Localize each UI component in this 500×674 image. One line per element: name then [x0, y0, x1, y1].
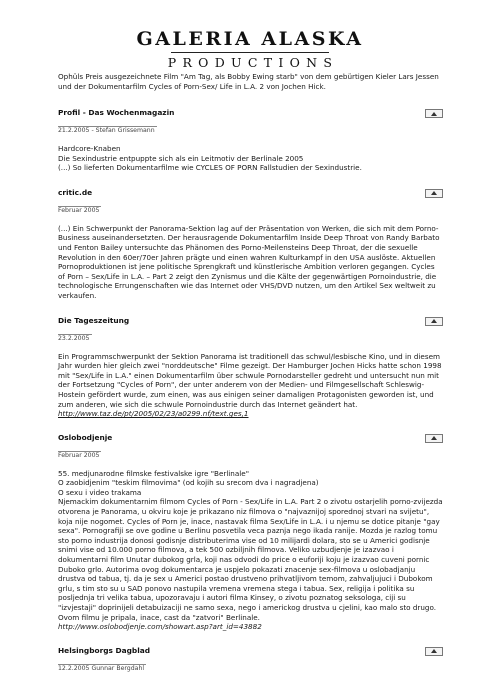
back-to-top-button[interactable]: [425, 647, 443, 656]
press-entry-helsingborgs: [58, 646, 443, 674]
entry-body: [58, 352, 443, 419]
back-to-top-button[interactable]: [425, 434, 443, 443]
entry-source-title: Profil - Das Wochenmagazin: [58, 108, 175, 117]
entry-source-title: Helsingborgs Dagblad: [58, 645, 151, 655]
entry-heading: [58, 188, 101, 216]
entry-line: Die Sexindustrie entpuppte sich als ein Leitmotiv der Berlinale 2005: [58, 153, 304, 163]
entry-header: [58, 646, 443, 674]
entry-body: (...) Ein Schwerpunkt der Panorama-Sektion lag auf der Präsentation von Werken, die sich mit dem Porno-Business auseinandersetzten. Der herausragende Dokumentarfilm Inside Deep Throat von Randy Barbato und Fenton Bailey untersuchte das Phänomen des Porno-Meilensteins Deep Throat, der die sexuelle Revolution in den 60er/70er Jahren prägte und einen wahren Kulturkampf in den USA auslöste. Aktuellen Pornoproduktionen ist jene politische Sprengkraft und künstlerische Ambition verloren gegangen. Cycles of Porn – Sex/Life in L.A. – Part 2 zeigt den Zynismus und die Kälte der gegenwärtigen Pornoindustrie, die technologische Errungenschaften wie das Internet oder VHS/DVD nutzen, um den Artikel Sex weltweit zu verkaufen.: [58, 223, 440, 300]
entry-date-author: 21.2.2005 - Stefan Grissemann: [58, 127, 155, 134]
back-to-top-button[interactable]: [425, 317, 443, 326]
galeria-alaska-logo: [0, 28, 500, 70]
entry-header: [58, 188, 443, 216]
entry-source-title: critic.de: [58, 187, 93, 197]
entry-line: (...) So lieferten Dokumentarfilme wie CYCLES OF PORN Fallstudien der Sexindustrie.: [58, 163, 362, 173]
press-entry-taz: [58, 316, 443, 419]
entry-line: 55. medjunarodne filmske festivalske igre "Berlinale": [58, 468, 249, 478]
entry-line: O zaobidjenim "teskim filmovima" (od kojih su srecom dva i nagradjena): [58, 478, 319, 488]
up-arrow-icon: [431, 436, 437, 440]
entry-source-title: Oslobodjenje: [58, 432, 113, 442]
entry-header: [58, 316, 443, 344]
taz-article-link[interactable]: http://www.taz.de/pt/2005/02/23/a0299.nf/text.ges,1: [58, 409, 249, 419]
back-to-top-button[interactable]: [425, 109, 443, 118]
entry-line: O sexu i video trakama: [58, 487, 142, 497]
entry-heading: [58, 646, 150, 674]
up-arrow-icon: [431, 649, 437, 653]
entry-header: [58, 108, 443, 136]
entry-heading: [58, 433, 112, 461]
logo-divider: [171, 52, 329, 53]
entry-text: Njemackim dokumentarnim filmom Cycles of Porn - Sex/Life in L.A. Part 2 o zivotu ostarjelih porno-zvijezda otvorena je Panorama, u okviru koje je prikazano niz filmova o "najvaznijoj sporednoj stvari na svijetu", koja nije nogomet. Cycles of Porn je, inace, nastavak filma Sex/Life in L.A. i u njemu se dotice pitanje "gay sexa". Pornografiji se ove godine u Berlinu posvetila veca paznja nego ikada ranije. Mozda je razlog tomu sto porno industrija donosi godisnje distributerima vise od 10 milijardi dolara, sto se u Americi godisnje snimi vise od 10.000 porno filmova, a tek 500 ozbiljnih filmova. Veliko uzbudjenje je izazvao i dokumentarni film Unutar dubokog grla, koji nas odvodi do price o euforiji koju je izazvao cuveni pornic Duboko grlo. Autorima ovog dokumentarca je uspjelo pokazati znacenje sex-filmova u oslobadjanju drustva od tabua, tj. da je sex u Americi postao drustveno prihvatljivom temom, zahvaljujuci i Dubokom grlu, s tim sto su u SAD ponovo nastupila vremena vremena stega i tabua. Sex, religija i politika su posljednja tri velika tabua, upozoravaju i autori filma Kinsey, o zivotu poznatog seksologa, ciji su "izvjestaji" doprinijeli detabuizaciji ne samo sexa, nego i americkog drustva u cjelini, kao malo sto drugo. Ovom filmu je pripala, inace, cast da "zatvori" Berlinale.: [58, 497, 443, 622]
intro-paragraph: Ophüls Preis ausgezeichnete Film "Am Tag, als Bobby Ewing starb" von dem gebürtigen Kieler Lars Jessen und der Dokumentarfilm Cycles of Porn-Sex/ Life in L.A. 2 von Jochen Hick.: [58, 72, 439, 91]
press-content: [58, 72, 443, 674]
logo-subtitle: PRODUCTIONS: [167, 55, 339, 70]
entry-date-author: 12.2.2005 Gunnar Bergdahl: [58, 664, 145, 672]
back-to-top-button[interactable]: [425, 189, 443, 198]
oslobodjenje-article-link[interactable]: http://www.oslobodjenje.com/showart.asp?art_id=43882: [58, 622, 262, 632]
entry-text: Ein Programmschwerpunkt der Sektion Panorama ist traditionell das schwul/lesbische Kino, und in diesem Jahr wurden hier gleich zwei "norddeutsche" Filme gezeigt. Der Hamburger Jochen Hicks hatte schon 1998 mit "Sex/Life in L.A." einen Dokumentarfilm über schwule Pornodarsteller gedreht und untersucht nun mit der Fortsetzung "Cycles of Porn", der unter anderem von der Medien- und Filmgesellschaft Schleswig-Hostein gefördert wurde, zum einen, was aus einigen seiner damaligen Protagonisten geworden ist, und zum anderen, wie sich die schwule Pornoindustrie durch das Internet geändert hat.: [58, 351, 442, 409]
press-entry-profil: [58, 108, 443, 173]
entry-body: [58, 144, 443, 173]
entry-body: [58, 469, 443, 632]
logo-title: GALERIA ALASKA: [136, 28, 364, 50]
up-arrow-icon: [431, 319, 437, 323]
up-arrow-icon: [431, 191, 437, 195]
press-entry-critic: [58, 188, 443, 301]
entry-date-author: Februar 2005: [58, 206, 100, 214]
entry-heading: [58, 108, 174, 136]
entry-header: [58, 433, 443, 461]
entry-source-title: Die Tageszeitung: [58, 315, 130, 325]
entry-heading: [58, 316, 129, 344]
up-arrow-icon: [431, 112, 437, 116]
entry-line: Hardcore-Knaben: [58, 144, 121, 153]
entry-date-author: 23.2.2005: [58, 334, 90, 342]
press-entry-oslobodjenje: [58, 433, 443, 632]
entry-date-author: Februar 2005: [58, 451, 100, 459]
